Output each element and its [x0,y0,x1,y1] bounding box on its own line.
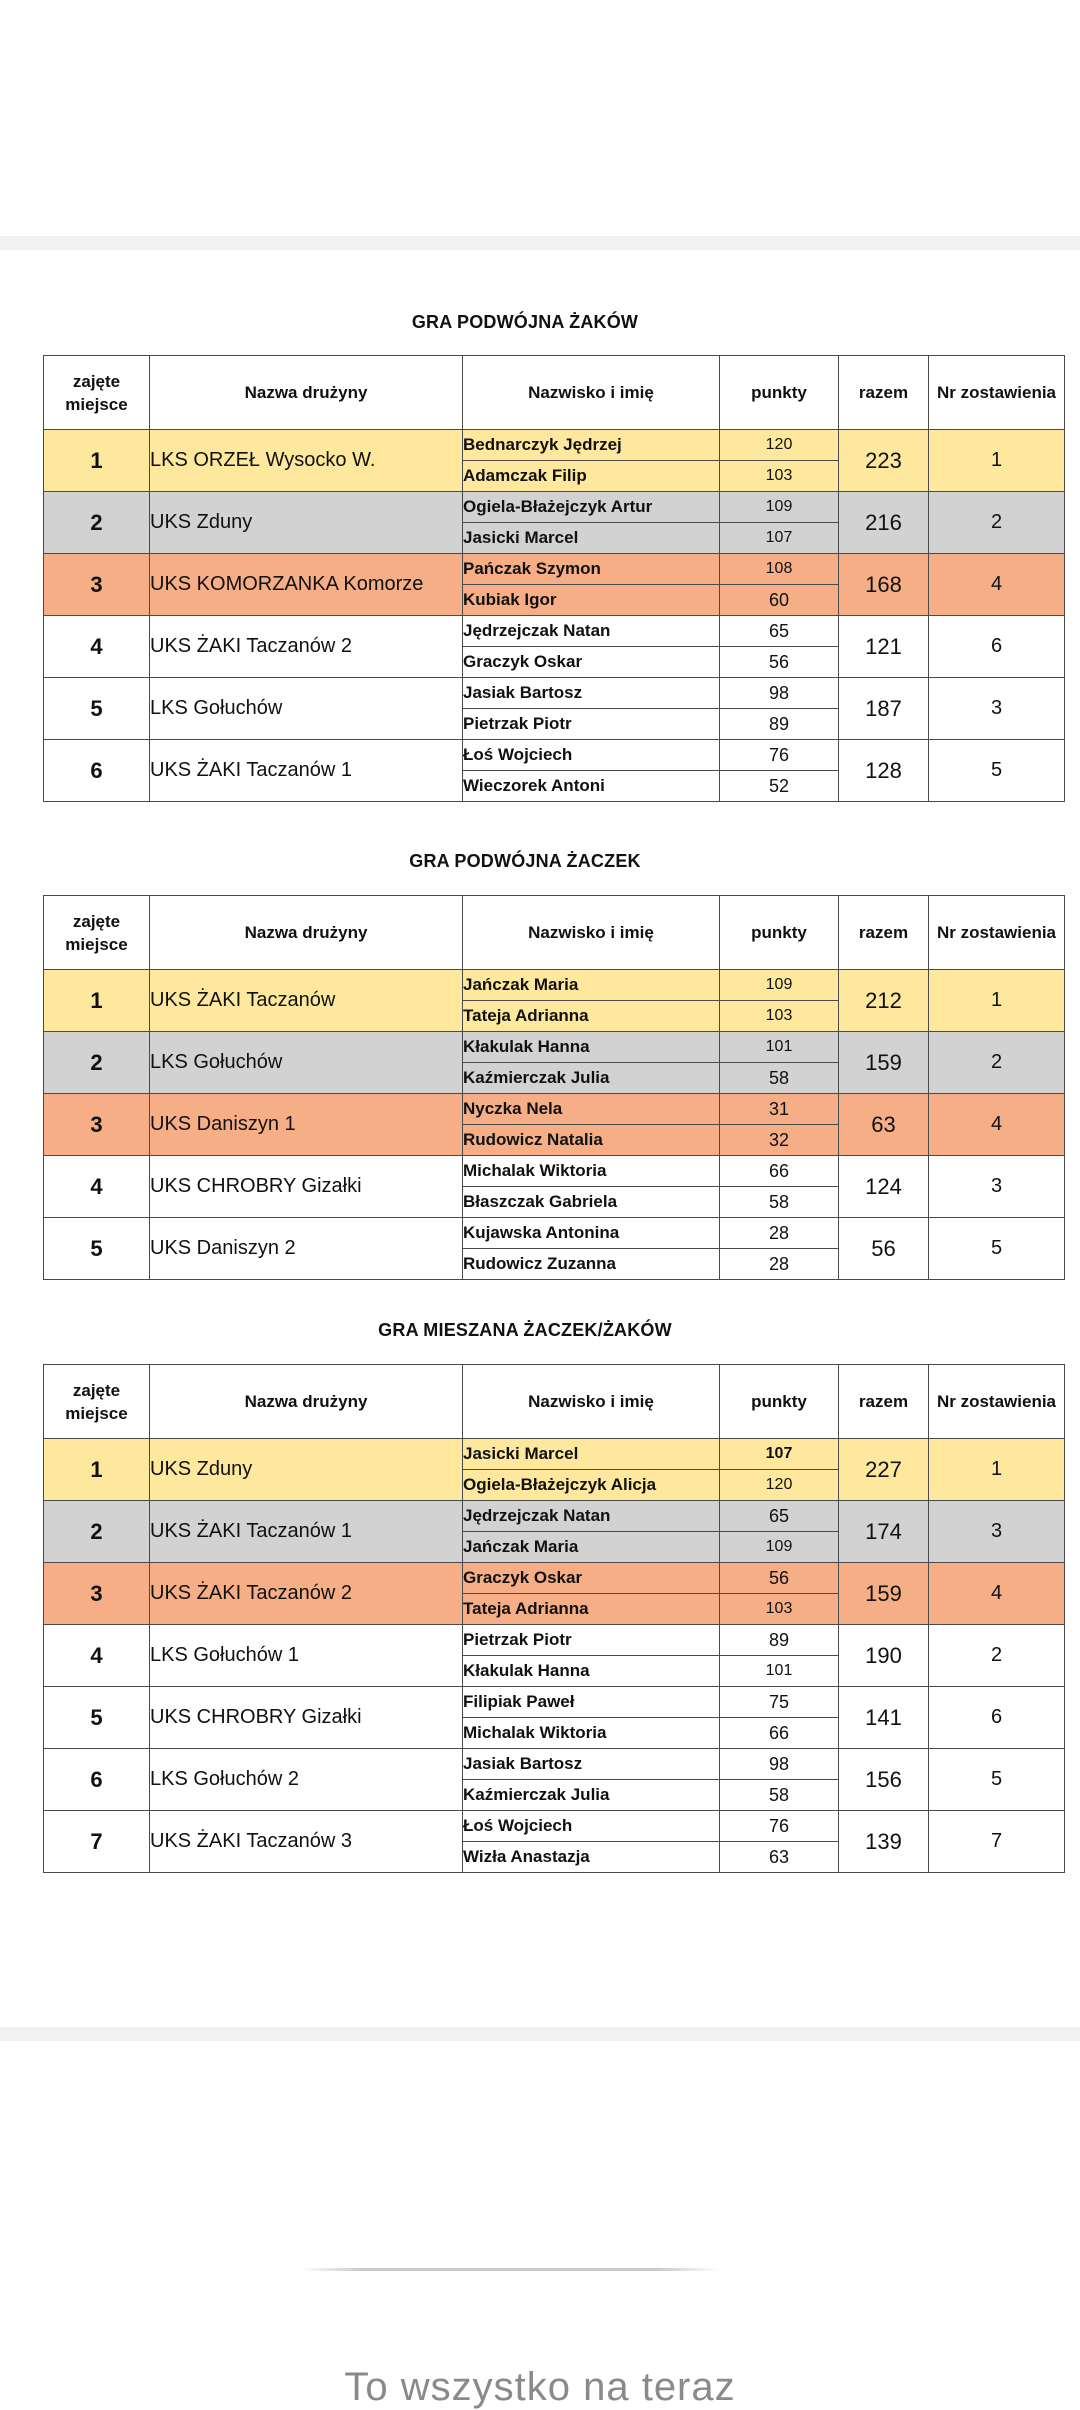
player-points: 31 [720,1094,839,1125]
results-table-doubles-boys [43,355,1065,802]
column-header-name: Nazwisko i imię [463,896,720,970]
team-cell: UKS Daniszyn 2 [150,1218,463,1280]
section-title: GRA MIESZANA ŻACZEK/ŻAKÓW [378,1320,672,1340]
nr-cell: 4 [929,1563,1065,1625]
player-points: 107 [720,523,839,554]
faded-text-remnant [300,2268,720,2271]
player-points: 76 [720,740,839,771]
player-name: Michalak Wiktoria [463,1718,720,1749]
column-header-nr: Nr zostawienia [929,356,1065,430]
total-cell: 124 [839,1156,929,1218]
nr-cell: 3 [929,1156,1065,1218]
column-header-place: zajęte miejsce [44,1365,150,1439]
team-cell: UKS ŻAKI Taczanów 1 [150,740,463,802]
place-cell: 7 [44,1811,150,1873]
table-row [44,1811,1065,1842]
total-cell: 168 [839,554,929,616]
place-cell: 5 [44,1687,150,1749]
place-cell: 2 [44,1032,150,1094]
header-row [44,356,1065,430]
total-cell: 227 [839,1439,929,1501]
player-name: Łoś Wojciech [463,740,720,771]
place-cell: 3 [44,554,150,616]
nr-cell: 2 [929,1625,1065,1687]
player-points: 89 [720,709,839,740]
player-name: Jasicki Marcel [463,1439,720,1470]
player-name: Graczyk Oskar [463,1563,720,1594]
total-cell: 63 [839,1094,929,1156]
place-cell: 4 [44,1156,150,1218]
nr-cell: 1 [929,1439,1065,1501]
player-name: Ogiela-Błażejczyk Alicja [463,1470,720,1501]
player-points: 98 [720,678,839,709]
player-name: Pietrzak Piotr [463,709,720,740]
results-table-mixed [43,1364,1065,1873]
total-cell: 141 [839,1687,929,1749]
player-points: 120 [720,1470,839,1501]
table-row [44,430,1065,461]
nr-cell: 4 [929,1094,1065,1156]
place-cell: 6 [44,740,150,802]
column-header-points: punkty [720,356,839,430]
column-header-team: Nazwa drużyny [150,356,463,430]
player-name: Kłakulak Hanna [463,1032,720,1063]
player-name: Błaszczak Gabriela [463,1187,720,1218]
column-header-place: zajęte miejsce [44,356,150,430]
table-row [44,1032,1065,1063]
total-cell: 190 [839,1625,929,1687]
total-cell: 159 [839,1563,929,1625]
results-table-doubles-girls [43,895,1065,1280]
player-name: Adamczak Filip [463,461,720,492]
table-row [44,1563,1065,1594]
player-name: Jasicki Marcel [463,523,720,554]
table-row [44,616,1065,647]
player-points: 103 [720,1001,839,1032]
player-name: Graczyk Oskar [463,647,720,678]
nr-cell: 1 [929,430,1065,492]
nr-cell: 5 [929,1749,1065,1811]
player-points: 120 [720,430,839,461]
player-points: 28 [720,1249,839,1280]
player-name: Wieczorek Antoni [463,771,720,802]
player-name: Jasiak Bartosz [463,678,720,709]
player-points: 65 [720,616,839,647]
section-title: GRA PODWÓJNA ŻACZEK [409,851,641,871]
total-cell: 156 [839,1749,929,1811]
team-cell: UKS ŻAKI Taczanów 2 [150,1563,463,1625]
table-row [44,1501,1065,1532]
total-cell: 121 [839,616,929,678]
player-name: Filipiak Paweł [463,1687,720,1718]
team-cell: LKS Gołuchów 1 [150,1625,463,1687]
nr-cell: 3 [929,1501,1065,1563]
column-header-nr: Nr zostawienia [929,896,1065,970]
table-row [44,1156,1065,1187]
team-cell: LKS Gołuchów [150,678,463,740]
player-points: 108 [720,554,839,585]
player-name: Kaźmierczak Julia [463,1780,720,1811]
player-points: 58 [720,1063,839,1094]
player-name: Jasiak Bartosz [463,1749,720,1780]
table-row [44,678,1065,709]
column-header-place: zajęte miejsce [44,896,150,970]
place-cell: 3 [44,1563,150,1625]
player-points: 76 [720,1811,839,1842]
player-name: Rudowicz Natalia [463,1125,720,1156]
player-points: 98 [720,1749,839,1780]
place-cell: 1 [44,1439,150,1501]
column-header-total: razem [839,356,929,430]
place-cell: 3 [44,1094,150,1156]
place-cell: 4 [44,1625,150,1687]
player-name: Jędrzejczak Natan [463,616,720,647]
table-row [44,1625,1065,1656]
player-name: Rudowicz Zuzanna [463,1249,720,1280]
header-row [44,896,1065,970]
column-header-name: Nazwisko i imię [463,1365,720,1439]
table-row [44,554,1065,585]
player-name: Tateja Adrianna [463,1594,720,1625]
team-cell: UKS ŻAKI Taczanów 3 [150,1811,463,1873]
nr-cell: 6 [929,616,1065,678]
team-cell: UKS CHROBRY Gizałki [150,1687,463,1749]
player-points: 103 [720,461,839,492]
table-row [44,1749,1065,1780]
player-name: Jańczak Maria [463,1532,720,1563]
player-name: Kubiak Igor [463,585,720,616]
place-cell: 2 [44,492,150,554]
team-cell: LKS Gołuchów [150,1032,463,1094]
table-row [44,740,1065,771]
player-points: 109 [720,970,839,1001]
place-cell: 6 [44,1749,150,1811]
nr-cell: 2 [929,1032,1065,1094]
nr-cell: 4 [929,554,1065,616]
player-points: 107 [720,1439,839,1470]
player-name: Jańczak Maria [463,970,720,1001]
table-row [44,492,1065,523]
table-row [44,1094,1065,1125]
team-cell: UKS CHROBRY Gizałki [150,1156,463,1218]
player-points: 75 [720,1687,839,1718]
player-points: 58 [720,1187,839,1218]
player-points: 103 [720,1594,839,1625]
team-cell: UKS ŻAKI Taczanów [150,970,463,1032]
total-cell: 187 [839,678,929,740]
player-name: Kłakulak Hanna [463,1656,720,1687]
total-cell: 56 [839,1218,929,1280]
header-row [44,1365,1065,1439]
player-name: Jędrzejczak Natan [463,1501,720,1532]
column-header-points: punkty [720,1365,839,1439]
player-points: 65 [720,1501,839,1532]
total-cell: 212 [839,970,929,1032]
total-cell: 174 [839,1501,929,1563]
player-name: Kaźmierczak Julia [463,1063,720,1094]
team-cell: UKS Zduny [150,1439,463,1501]
column-header-total: razem [839,1365,929,1439]
player-points: 32 [720,1125,839,1156]
total-cell: 216 [839,492,929,554]
total-cell: 159 [839,1032,929,1094]
total-cell: 139 [839,1811,929,1873]
player-points: 58 [720,1780,839,1811]
player-points: 109 [720,492,839,523]
player-points: 56 [720,647,839,678]
player-points: 63 [720,1842,839,1873]
team-cell: UKS ŻAKI Taczanów 2 [150,616,463,678]
place-cell: 4 [44,616,150,678]
nr-cell: 1 [929,970,1065,1032]
nr-cell: 7 [929,1811,1065,1873]
page-gap-top [0,236,1080,250]
team-cell: UKS Daniszyn 1 [150,1094,463,1156]
nr-cell: 2 [929,492,1065,554]
column-header-total: razem [839,896,929,970]
player-name: Nyczka Nela [463,1094,720,1125]
team-cell: LKS Gołuchów 2 [150,1749,463,1811]
place-cell: 2 [44,1501,150,1563]
nr-cell: 3 [929,678,1065,740]
player-points: 66 [720,1156,839,1187]
player-name: Kujawska Antonina [463,1218,720,1249]
nr-cell: 5 [929,1218,1065,1280]
place-cell: 5 [44,1218,150,1280]
table-row [44,970,1065,1001]
player-name: Bednarczyk Jędrzej [463,430,720,461]
column-header-team: Nazwa drużyny [150,896,463,970]
player-name: Tateja Adrianna [463,1001,720,1032]
section-title: GRA PODWÓJNA ŻAKÓW [411,312,639,332]
player-points: 28 [720,1218,839,1249]
end-message: To wszystko na teraz [344,2365,736,2409]
column-header-name: Nazwisko i imię [463,356,720,430]
column-header-team: Nazwa drużyny [150,1365,463,1439]
total-cell: 128 [839,740,929,802]
place-cell: 5 [44,678,150,740]
team-cell: LKS ORZEŁ Wysocko W. [150,430,463,492]
player-points: 109 [720,1532,839,1563]
player-points: 52 [720,771,839,802]
team-cell: UKS ŻAKI Taczanów 1 [150,1501,463,1563]
nr-cell: 5 [929,740,1065,802]
player-points: 101 [720,1032,839,1063]
place-cell: 1 [44,430,150,492]
player-points: 89 [720,1625,839,1656]
nr-cell: 6 [929,1687,1065,1749]
team-cell: UKS Zduny [150,492,463,554]
player-name: Ogiela-Błażejczyk Artur [463,492,720,523]
player-name: Pietrzak Piotr [463,1625,720,1656]
player-name: Michalak Wiktoria [463,1156,720,1187]
total-cell: 223 [839,430,929,492]
player-points: 101 [720,1656,839,1687]
table-row [44,1439,1065,1470]
table-row [44,1218,1065,1249]
player-points: 60 [720,585,839,616]
player-name: Wizła Anastazja [463,1842,720,1873]
player-name: Łoś Wojciech [463,1811,720,1842]
page-gap-bottom [0,2027,1080,2041]
place-cell: 1 [44,970,150,1032]
player-points: 56 [720,1563,839,1594]
column-header-nr: Nr zostawienia [929,1365,1065,1439]
player-points: 66 [720,1718,839,1749]
player-name: Pańczak Szymon [463,554,720,585]
team-cell: UKS KOMORZANKA Komorze [150,554,463,616]
column-header-points: punkty [720,896,839,970]
table-row [44,1687,1065,1718]
